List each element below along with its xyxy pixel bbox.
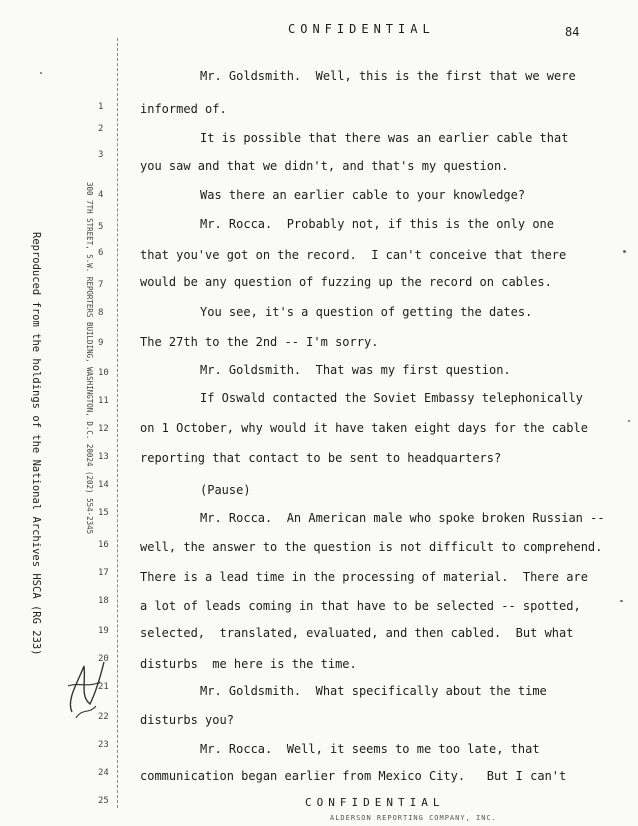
reporter-address: 300 7TH STREET, S.W. REPORTERS BUILDING, WASHINGTON, D.C. 20024 (202) 554-2345 [85,182,94,535]
line-number: 14 [98,480,109,490]
line-number: 20 [98,654,109,664]
header-confidential: CONFIDENTIAL [288,22,435,36]
scan-speck [628,420,630,422]
transcript-line: a lot of leads coming in that have to be selected -- spotted, [140,599,581,613]
line-number: 6 [98,248,104,258]
line-number: 3 [98,150,104,160]
transcript-line: You see, it's a question of getting the dates. [200,305,533,319]
line-number: 5 [98,222,104,232]
line-number: 22 [98,712,109,722]
transcript-line: communication began earlier from Mexico City. But I can't [140,769,567,783]
transcript-line: Mr. Rocca. An American male who spoke broken Russian -- [200,511,605,525]
transcript-line: informed of. [140,102,227,116]
line-number: 25 [98,796,109,806]
transcript-line: reporting that contact to be sent to headquarters? [140,451,502,465]
handwritten-initials [60,652,110,724]
transcript-line: you saw and that we didn't, and that's my question. [140,159,509,173]
transcript-line: (Pause) [200,483,251,497]
transcript-line: There is a lead time in the processing of material. There are [140,570,588,584]
line-number: 1 [98,102,104,112]
transcript-line: on 1 October, why would it have taken eight days for the cable [140,421,588,435]
scan-speck [623,250,626,253]
line-number: 16 [98,540,109,550]
transcript-line: If Oswald contacted the Soviet Embassy telephonically [200,391,583,405]
scan-speck [40,72,42,74]
line-number: 7 [98,280,104,290]
transcript-line: Mr. Goldsmith. Well, this is the first that we were [200,69,576,83]
transcript-line: Mr. Rocca. Well, it seems to me too late, that [200,742,540,756]
archives-reproduction-note: Reproduced from the holdings of the National Archives HSCA (RG 233) [30,232,42,656]
line-number: 19 [98,626,109,636]
footer-company: ALDERSON REPORTING COMPANY, INC. [330,814,497,822]
transcript-line: selected, translated, evaluated, and then cabled. But what [140,626,574,640]
page-number: 84 [565,25,580,39]
scan-speck [620,600,623,602]
line-number: 12 [98,424,109,434]
transcript-line: disturbs you? [140,713,234,727]
transcript-line: It is possible that there was an earlier cable that [200,131,569,145]
line-number: 15 [98,508,109,518]
line-number: 21 [98,682,109,692]
transcript-line: The 27th to the 2nd -- I'm sorry. [140,335,379,349]
transcript-line: that you've got on the record. I can't conceive that there [140,248,567,262]
margin-rule [117,38,118,808]
line-number: 10 [98,368,109,378]
footer-confidential: CONFIDENTIAL [305,796,445,809]
line-number: 13 [98,452,109,462]
line-number: 4 [98,190,104,200]
line-number: 2 [98,124,104,134]
transcript-line: Was there an earlier cable to your knowledge? [200,188,526,202]
line-number: 23 [98,740,109,750]
line-number: 8 [98,308,104,318]
transcript-line: disturbs me here is the time. [140,657,357,671]
line-number: 17 [98,568,109,578]
line-number: 24 [98,768,109,778]
transcript-line: Mr. Rocca. Probably not, if this is the only one [200,217,555,231]
transcript-line: Mr. Goldsmith. That was my first question. [200,363,511,377]
transcript-line: well, the answer to the question is not difficult to comprehend. [140,540,603,554]
line-number: 9 [98,338,104,348]
line-number: 18 [98,596,109,606]
transcript-line: Mr. Goldsmith. What specifically about the time [200,684,547,698]
transcript-line: would be any question of fuzzing up the record on cables. [140,275,552,289]
line-number: 11 [98,396,109,406]
